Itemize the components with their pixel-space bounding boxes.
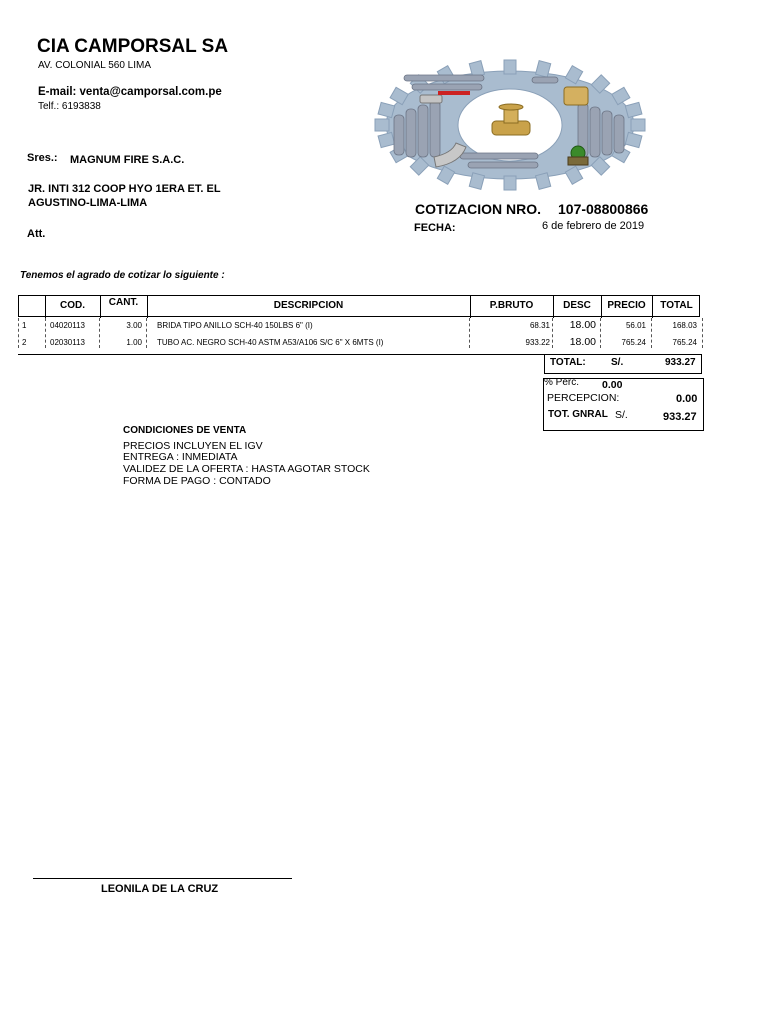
total-currency: S/. — [611, 357, 624, 368]
signature-line — [33, 878, 292, 879]
total-box — [544, 354, 702, 374]
company-name: CIA CAMPORSAL SA — [37, 36, 229, 57]
quote-date: 6 de febrero de 2019 — [542, 220, 645, 232]
condition-line: VALIDEZ DE LA OFERTA : HASTA AGOTAR STOCK — [123, 463, 370, 475]
tot-gnral-currency: S/. — [615, 409, 628, 421]
row-precio: 765.24 — [621, 338, 646, 347]
header-total: TOTAL — [660, 300, 693, 311]
row-number: 2 — [22, 338, 27, 347]
row-desc: 18.00 — [569, 319, 596, 331]
gear-tooth — [504, 60, 516, 74]
percepcion-label: PERCEPCION: — [547, 392, 620, 404]
quote-number-label: COTIZACION NRO. — [415, 201, 541, 217]
company-phone: Telf.: 6193838 — [38, 101, 101, 112]
row-desc: 18.00 — [569, 336, 596, 348]
row-cant: 1.00 — [126, 338, 142, 347]
sres-label: Sres.: — [27, 152, 58, 164]
perc-value: 0.00 — [602, 379, 623, 391]
gear-logo-icon — [364, 57, 656, 193]
header-cant: CANT. — [108, 297, 139, 308]
header-desc: DESC — [563, 300, 591, 311]
condition-line: ENTREGA : INMEDIATA — [123, 451, 238, 463]
row-number: 1 — [22, 321, 27, 330]
items-table — [18, 295, 700, 355]
table-bottom-line — [18, 354, 545, 355]
header-pbruto: P.BRUTO — [489, 300, 534, 311]
signature-name: LEONILA DE LA CRUZ — [101, 883, 219, 895]
gear-tooth — [625, 132, 642, 147]
gear-tooth — [631, 119, 645, 131]
client-address-line1: JR. INTI 312 COOP HYO 1ERA ET. EL — [28, 183, 221, 195]
intro-text: Tenemos el agrado de cotizar lo siguiente : — [20, 270, 225, 281]
row-cant: 3.00 — [126, 321, 142, 330]
tot-gnral-value: 933.27 — [663, 411, 697, 423]
gear-tooth — [504, 176, 516, 190]
condition-line: PRECIOS INCLUYEN EL IGV — [123, 440, 263, 452]
row-cod: 02030113 — [50, 338, 85, 347]
row-total: 168.03 — [672, 321, 697, 330]
condition-line: FORMA DE PAGO : CONTADO — [123, 475, 271, 487]
row-precio: 56.01 — [625, 321, 646, 330]
row-cod: 04020113 — [50, 321, 85, 330]
gear-tooth — [378, 132, 395, 147]
perc-label: % Perc. — [544, 377, 580, 388]
client-name: MAGNUM FIRE S.A.C. — [70, 154, 185, 166]
total-value: 933.27 — [665, 357, 696, 368]
att-label: Att. — [27, 228, 46, 240]
header-cod: COD. — [60, 300, 85, 311]
gear-tooth — [375, 119, 389, 131]
header-precio: PRECIO — [607, 300, 646, 311]
row-descripcion: TUBO AC. NEGRO SCH-40 ASTM A53/A106 S/C 6" X 6MTS (I) — [157, 338, 384, 347]
client-address-line2: AGUSTINO-LIMA-LIMA — [28, 197, 148, 209]
company-email: E-mail: venta@camporsal.com.pe — [38, 86, 222, 98]
row-pbruto: 933.22 — [525, 338, 550, 347]
gear-tooth — [625, 102, 642, 117]
conditions-title: CONDICIONES DE VENTA — [123, 425, 247, 436]
row-pbruto: 68.31 — [529, 321, 550, 330]
total-label: TOTAL: — [550, 357, 586, 368]
grand-total-box — [543, 378, 704, 431]
date-label: FECHA: — [414, 222, 456, 234]
row-descripcion: BRIDA TIPO ANILLO SCH-40 150LBS 6" (I) — [157, 321, 313, 330]
quote-number: 107-08800866 — [558, 201, 649, 217]
row-total: 765.24 — [672, 338, 697, 347]
gear-tooth — [378, 102, 395, 117]
company-address: AV. COLONIAL 560 LIMA — [38, 60, 152, 71]
table-header — [18, 295, 700, 317]
header-descripcion: DESCRIPCION — [273, 300, 344, 311]
tot-gnral-label: TOT. GNRAL — [548, 409, 608, 420]
percepcion-value: 0.00 — [676, 393, 698, 405]
